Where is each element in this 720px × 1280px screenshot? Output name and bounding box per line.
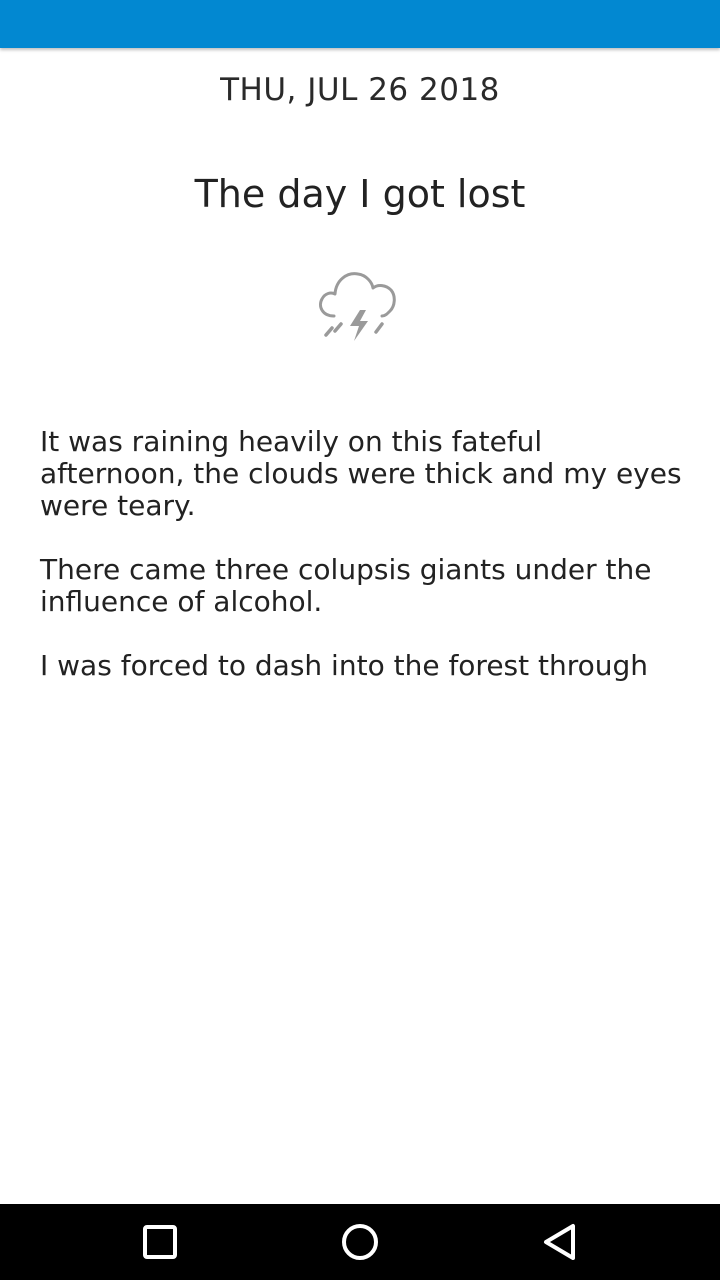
- navigation-bar: [0, 1204, 720, 1280]
- recents-square-icon[interactable]: [140, 1222, 180, 1262]
- entry-date: THU, JUL 26 2018: [220, 72, 500, 108]
- back-triangle-icon[interactable]: [540, 1222, 580, 1262]
- entry-paragraph: I was forced to dash into the forest through: [40, 649, 649, 682]
- entry-paragraph: It was raining heavily on this fateful afternoon, the clouds were thick and my eyes were teary.: [40, 425, 682, 522]
- entry-body: [40, 426, 690, 714]
- status-bar: [0, 0, 720, 48]
- thunderstorm-rain-icon: [316, 266, 404, 350]
- entry-paragraph: There came three colupsis giants under the influence of alcohol.: [40, 553, 652, 618]
- home-circle-icon[interactable]: [340, 1222, 380, 1262]
- entry-title: The day I got lost: [194, 172, 526, 216]
- diary-entry: [0, 48, 720, 1204]
